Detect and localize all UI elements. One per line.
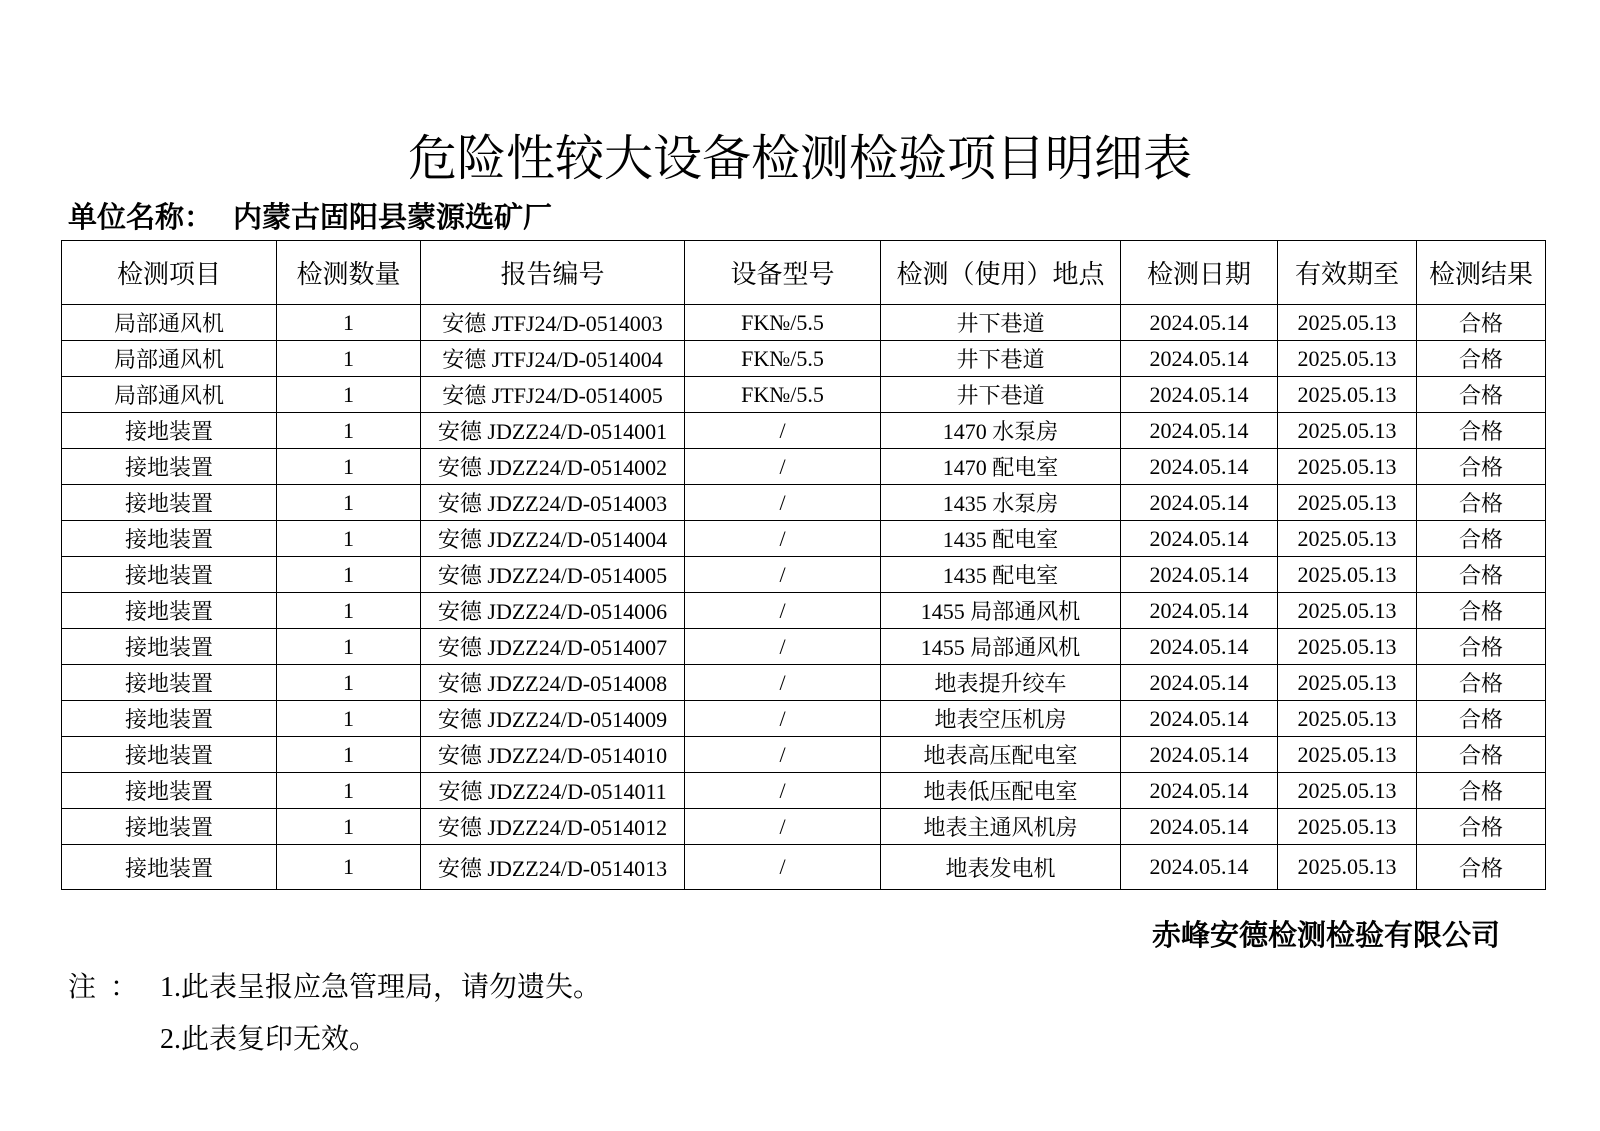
cell-location: 地表主通风机房 bbox=[881, 809, 1121, 845]
unit-name: 内蒙古固阳县蒙源选矿厂 bbox=[233, 202, 553, 234]
cell-report-no: 安德 JDZZ24/D-0514009 bbox=[421, 701, 685, 737]
cell-test-date: 2024.05.14 bbox=[1121, 773, 1278, 809]
cell-location: 井下巷道 bbox=[881, 377, 1121, 413]
cell-item: 接地装置 bbox=[62, 809, 277, 845]
cell-result: 合格 bbox=[1417, 809, 1546, 845]
note-item: 1.此表呈报应急管理局，请勿遗失。 bbox=[160, 972, 602, 1003]
cell-valid-until: 2025.05.13 bbox=[1278, 737, 1417, 773]
cell-item: 局部通风机 bbox=[62, 341, 277, 377]
cell-result: 合格 bbox=[1417, 341, 1546, 377]
table-row bbox=[62, 629, 1546, 665]
cell-quantity: 1 bbox=[277, 377, 421, 413]
table-row bbox=[62, 413, 1546, 449]
cell-item: 接地装置 bbox=[62, 593, 277, 629]
cell-location: 地表发电机 bbox=[881, 845, 1121, 890]
cell-quantity: 1 bbox=[277, 341, 421, 377]
cell-valid-until: 2025.05.13 bbox=[1278, 377, 1417, 413]
issuing-company: 赤峰安德检测检验有限公司 bbox=[1151, 920, 1500, 952]
table-header-row bbox=[62, 241, 1546, 305]
cell-quantity: 1 bbox=[277, 845, 421, 890]
cell-location: 地表空压机房 bbox=[881, 701, 1121, 737]
cell-model: FK№/5.5 bbox=[685, 341, 881, 377]
cell-model: / bbox=[685, 665, 881, 701]
cell-quantity: 1 bbox=[277, 449, 421, 485]
cell-item: 接地装置 bbox=[62, 773, 277, 809]
unit-label: 单位名称： bbox=[68, 202, 214, 234]
cell-valid-until: 2025.05.13 bbox=[1278, 413, 1417, 449]
cell-report-no: 安德 JDZZ24/D-0514006 bbox=[421, 593, 685, 629]
cell-location: 1470 水泵房 bbox=[881, 413, 1121, 449]
cell-model: / bbox=[685, 557, 881, 593]
cell-quantity: 1 bbox=[277, 737, 421, 773]
cell-valid-until: 2025.05.13 bbox=[1278, 521, 1417, 557]
cell-report-no: 安德 JDZZ24/D-0514005 bbox=[421, 557, 685, 593]
cell-test-date: 2024.05.14 bbox=[1121, 701, 1278, 737]
cell-model: FK№/5.5 bbox=[685, 377, 881, 413]
cell-location: 地表提升绞车 bbox=[881, 665, 1121, 701]
cell-test-date: 2024.05.14 bbox=[1121, 377, 1278, 413]
cell-result: 合格 bbox=[1417, 629, 1546, 665]
header-location: 检测（使用）地点 bbox=[881, 241, 1121, 305]
cell-valid-until: 2025.05.13 bbox=[1278, 629, 1417, 665]
table-row bbox=[62, 305, 1546, 341]
cell-quantity: 1 bbox=[277, 665, 421, 701]
table-row bbox=[62, 521, 1546, 557]
header-model: 设备型号 bbox=[685, 241, 881, 305]
cell-item: 接地装置 bbox=[62, 521, 277, 557]
cell-model: / bbox=[685, 773, 881, 809]
cell-result: 合格 bbox=[1417, 593, 1546, 629]
cell-location: 1435 配电室 bbox=[881, 557, 1121, 593]
cell-model: / bbox=[685, 845, 881, 890]
cell-location: 地表高压配电室 bbox=[881, 737, 1121, 773]
cell-location: 地表低压配电室 bbox=[881, 773, 1121, 809]
cell-result: 合格 bbox=[1417, 737, 1546, 773]
cell-model: / bbox=[685, 737, 881, 773]
table-row bbox=[62, 341, 1546, 377]
cell-location: 井下巷道 bbox=[881, 341, 1121, 377]
cell-item: 接地装置 bbox=[62, 485, 277, 521]
cell-model: / bbox=[685, 809, 881, 845]
cell-item: 接地装置 bbox=[62, 629, 277, 665]
detail-table bbox=[61, 240, 1546, 890]
cell-quantity: 1 bbox=[277, 629, 421, 665]
cell-valid-until: 2025.05.13 bbox=[1278, 845, 1417, 890]
header-result: 检测结果 bbox=[1417, 241, 1546, 305]
cell-item: 接地装置 bbox=[62, 413, 277, 449]
table-row bbox=[62, 809, 1546, 845]
cell-result: 合格 bbox=[1417, 773, 1546, 809]
cell-result: 合格 bbox=[1417, 665, 1546, 701]
cell-report-no: 安德 JTFJ24/D-0514003 bbox=[421, 305, 685, 341]
table-row bbox=[62, 737, 1546, 773]
header-quantity: 检测数量 bbox=[277, 241, 421, 305]
cell-result: 合格 bbox=[1417, 521, 1546, 557]
cell-item: 接地装置 bbox=[62, 557, 277, 593]
cell-report-no: 安德 JDZZ24/D-0514004 bbox=[421, 521, 685, 557]
cell-report-no: 安德 JDZZ24/D-0514012 bbox=[421, 809, 685, 845]
cell-model: FK№/5.5 bbox=[685, 305, 881, 341]
cell-location: 1455 局部通风机 bbox=[881, 629, 1121, 665]
cell-item: 接地装置 bbox=[62, 701, 277, 737]
cell-quantity: 1 bbox=[277, 521, 421, 557]
cell-model: / bbox=[685, 413, 881, 449]
cell-valid-until: 2025.05.13 bbox=[1278, 557, 1417, 593]
cell-valid-until: 2025.05.13 bbox=[1278, 809, 1417, 845]
cell-test-date: 2024.05.14 bbox=[1121, 341, 1278, 377]
cell-item: 接地装置 bbox=[62, 665, 277, 701]
table-row bbox=[62, 701, 1546, 737]
cell-test-date: 2024.05.14 bbox=[1121, 593, 1278, 629]
cell-valid-until: 2025.05.13 bbox=[1278, 341, 1417, 377]
cell-quantity: 1 bbox=[277, 485, 421, 521]
cell-result: 合格 bbox=[1417, 701, 1546, 737]
cell-valid-until: 2025.05.13 bbox=[1278, 449, 1417, 485]
cell-model: / bbox=[685, 629, 881, 665]
cell-quantity: 1 bbox=[277, 773, 421, 809]
cell-result: 合格 bbox=[1417, 305, 1546, 341]
cell-test-date: 2024.05.14 bbox=[1121, 449, 1278, 485]
table-row bbox=[62, 449, 1546, 485]
cell-item: 局部通风机 bbox=[62, 305, 277, 341]
table-row bbox=[62, 377, 1546, 413]
cell-result: 合格 bbox=[1417, 557, 1546, 593]
cell-test-date: 2024.05.14 bbox=[1121, 809, 1278, 845]
cell-result: 合格 bbox=[1417, 485, 1546, 521]
cell-model: / bbox=[685, 593, 881, 629]
cell-result: 合格 bbox=[1417, 845, 1546, 890]
cell-item: 接地装置 bbox=[62, 449, 277, 485]
cell-test-date: 2024.05.14 bbox=[1121, 413, 1278, 449]
unit-line bbox=[68, 201, 552, 235]
cell-test-date: 2024.05.14 bbox=[1121, 845, 1278, 890]
cell-test-date: 2024.05.14 bbox=[1121, 737, 1278, 773]
document-title: 危险性较大设备检测检验项目明细表 bbox=[407, 131, 1192, 186]
cell-location: 1455 局部通风机 bbox=[881, 593, 1121, 629]
table-row bbox=[62, 665, 1546, 701]
cell-location: 1435 水泵房 bbox=[881, 485, 1121, 521]
cell-quantity: 1 bbox=[277, 593, 421, 629]
table-row bbox=[62, 485, 1546, 521]
cell-model: / bbox=[685, 449, 881, 485]
table-row bbox=[62, 557, 1546, 593]
note-item: 2.此表复印无效。 bbox=[160, 1024, 378, 1055]
cell-quantity: 1 bbox=[277, 305, 421, 341]
notes-label: 注 ： bbox=[68, 972, 139, 1003]
cell-report-no: 安德 JDZZ24/D-0514001 bbox=[421, 413, 685, 449]
cell-valid-until: 2025.05.13 bbox=[1278, 593, 1417, 629]
cell-item: 接地装置 bbox=[62, 737, 277, 773]
cell-report-no: 安德 JTFJ24/D-0514004 bbox=[421, 341, 685, 377]
cell-location: 1435 配电室 bbox=[881, 521, 1121, 557]
cell-item: 接地装置 bbox=[62, 845, 277, 890]
cell-model: / bbox=[685, 485, 881, 521]
cell-model: / bbox=[685, 701, 881, 737]
cell-report-no: 安德 JDZZ24/D-0514007 bbox=[421, 629, 685, 665]
cell-test-date: 2024.05.14 bbox=[1121, 629, 1278, 665]
cell-report-no: 安德 JDZZ24/D-0514010 bbox=[421, 737, 685, 773]
header-test-date: 检测日期 bbox=[1121, 241, 1278, 305]
cell-test-date: 2024.05.14 bbox=[1121, 557, 1278, 593]
cell-report-no: 安德 JDZZ24/D-0514002 bbox=[421, 449, 685, 485]
cell-test-date: 2024.05.14 bbox=[1121, 305, 1278, 341]
cell-test-date: 2024.05.14 bbox=[1121, 665, 1278, 701]
table-row bbox=[62, 773, 1546, 809]
cell-test-date: 2024.05.14 bbox=[1121, 521, 1278, 557]
header-item: 检测项目 bbox=[62, 241, 277, 305]
cell-report-no: 安德 JTFJ24/D-0514005 bbox=[421, 377, 685, 413]
cell-result: 合格 bbox=[1417, 449, 1546, 485]
cell-quantity: 1 bbox=[277, 701, 421, 737]
table-row bbox=[62, 593, 1546, 629]
cell-location: 井下巷道 bbox=[881, 305, 1121, 341]
cell-report-no: 安德 JDZZ24/D-0514011 bbox=[421, 773, 685, 809]
cell-quantity: 1 bbox=[277, 413, 421, 449]
cell-valid-until: 2025.05.13 bbox=[1278, 701, 1417, 737]
cell-report-no: 安德 JDZZ24/D-0514008 bbox=[421, 665, 685, 701]
cell-test-date: 2024.05.14 bbox=[1121, 485, 1278, 521]
cell-location: 1470 配电室 bbox=[881, 449, 1121, 485]
cell-report-no: 安德 JDZZ24/D-0514013 bbox=[421, 845, 685, 890]
cell-item: 局部通风机 bbox=[62, 377, 277, 413]
cell-quantity: 1 bbox=[277, 809, 421, 845]
cell-valid-until: 2025.05.13 bbox=[1278, 665, 1417, 701]
cell-result: 合格 bbox=[1417, 377, 1546, 413]
cell-valid-until: 2025.05.13 bbox=[1278, 305, 1417, 341]
header-report-no: 报告编号 bbox=[421, 241, 685, 305]
cell-report-no: 安德 JDZZ24/D-0514003 bbox=[421, 485, 685, 521]
cell-valid-until: 2025.05.13 bbox=[1278, 773, 1417, 809]
cell-result: 合格 bbox=[1417, 413, 1546, 449]
table-row bbox=[62, 845, 1546, 890]
cell-valid-until: 2025.05.13 bbox=[1278, 485, 1417, 521]
header-valid-until: 有效期至 bbox=[1278, 241, 1417, 305]
cell-quantity: 1 bbox=[277, 557, 421, 593]
cell-model: / bbox=[685, 521, 881, 557]
